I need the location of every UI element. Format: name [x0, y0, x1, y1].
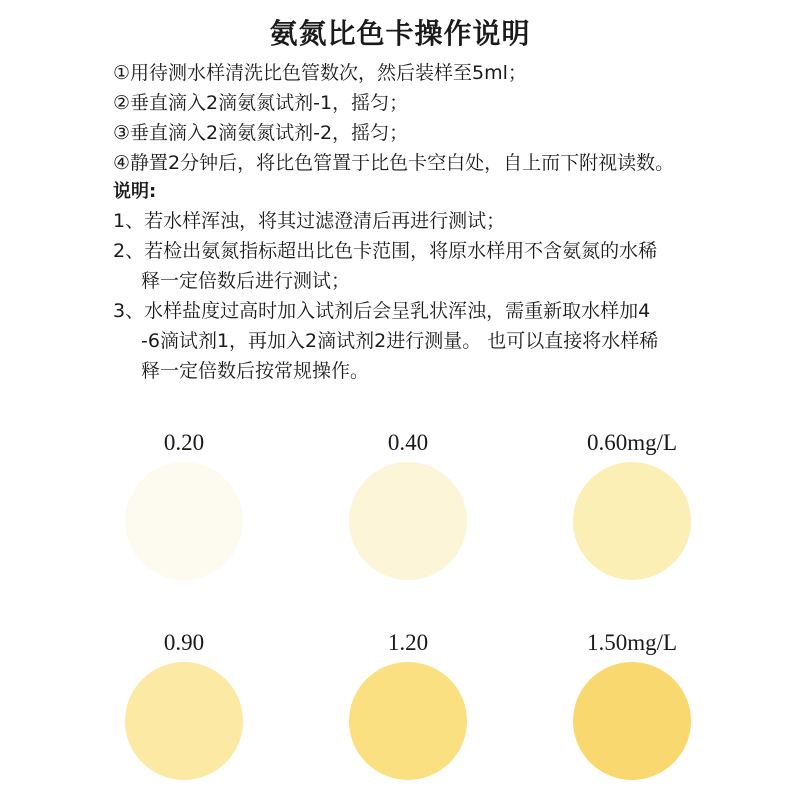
note-3-continuation-2: 释一定倍数后按常规操作。 [141, 360, 370, 382]
step-1: ①用待测水样清洗比色管数次，然后装样至5ml； [113, 62, 527, 84]
notes-heading: 说明: [113, 181, 157, 202]
note-2: 2、若检出氨氮指标超出比色卡范围，将原水样用不含氨氮的水稀 [113, 240, 658, 262]
swatch-label-6: 1.50mg/L [586, 630, 678, 655]
step-2: ②垂直滴入2滴氨氮试剂-1，摇匀； [113, 92, 409, 114]
note-3-continuation-1: -6滴试剂1，再加入2滴试剂2进行测量。 也可以直接将水样稀 [141, 330, 659, 352]
page-title: 氨氮比色卡操作说明 [269, 17, 531, 50]
swatch-label-5: 1.20 [387, 630, 429, 655]
swatch-label-4: 0.90 [163, 630, 205, 655]
instructions [113, 58, 793, 386]
color-swatch-1 [125, 462, 243, 580]
color-swatch-3 [573, 462, 691, 580]
color-swatch-2 [349, 462, 467, 580]
swatch-label-2: 0.40 [387, 430, 429, 455]
color-swatch-5 [349, 662, 467, 780]
note-1: 1、若水样浑浊，将其过滤澄清后再进行测试； [113, 210, 506, 232]
step-4: ④静置2分钟后，将比色管置于比色卡空白处，自上而下附视读数。 [113, 152, 675, 174]
color-swatch-6 [573, 662, 691, 780]
note-3: 3、水样盐度过高时加入试剂后会呈乳状浑浊，需重新取水样加4 [113, 300, 651, 322]
color-swatch-4 [125, 662, 243, 780]
step-3: ③垂直滴入2滴氨氮试剂-2，摇匀； [113, 122, 409, 144]
swatch-label-3: 0.60mg/L [586, 430, 678, 455]
note-2-continuation: 释一定倍数后进行测试； [141, 270, 351, 292]
swatch-label-1: 0.20 [163, 430, 205, 455]
